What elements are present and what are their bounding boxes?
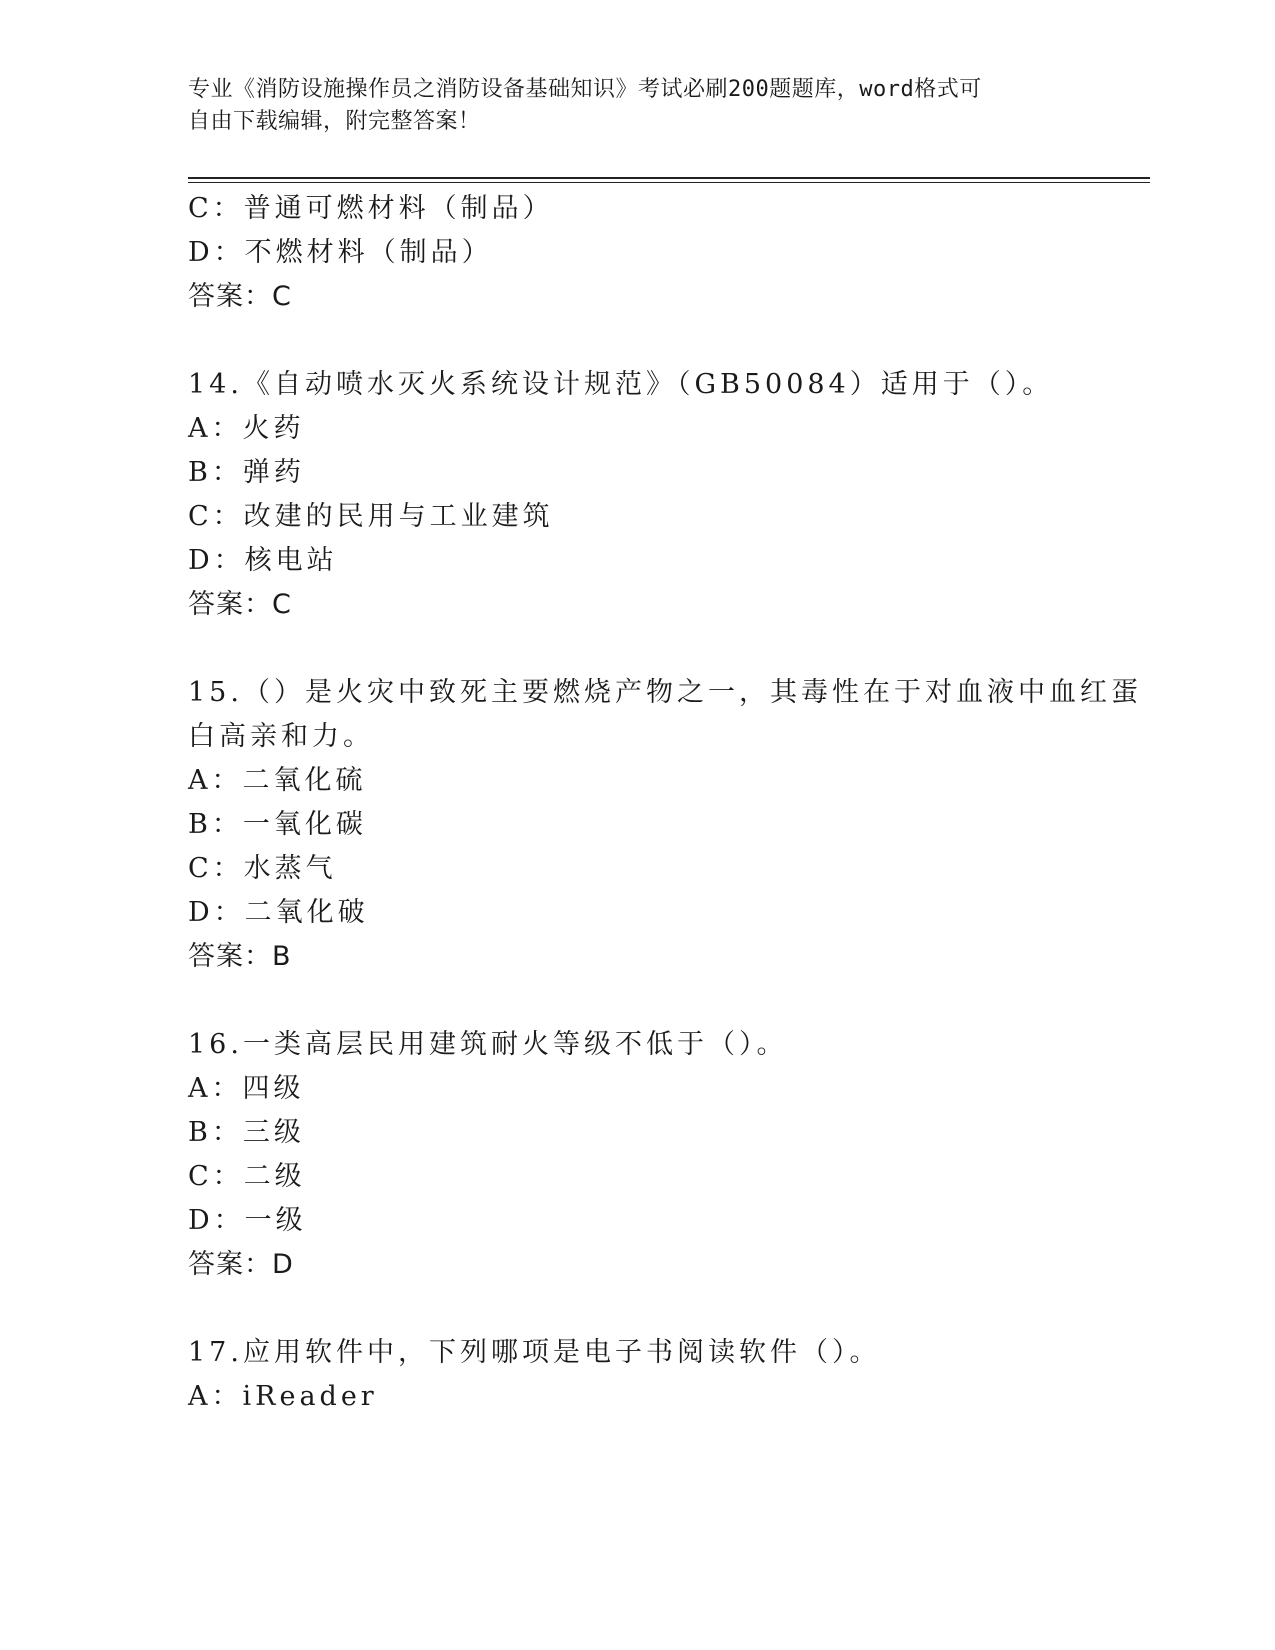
header-divider-thin <box>188 182 1150 183</box>
header-divider-thick <box>188 177 1150 179</box>
q14-option-d: D：核电站 <box>188 545 338 576</box>
q13-option-c: C：普通可燃材料（制品） <box>188 193 554 224</box>
q14-stem: 14.《自动喷水灭火系统设计规范》（GB50084）适用于（）。 <box>188 369 1054 400</box>
q15-option-b: B：一氧化碳 <box>188 809 367 840</box>
q16-answer: 答案：D <box>188 1249 294 1280</box>
q13-option-d: D：不燃材料（制品） <box>188 237 493 268</box>
q13-answer: 答案：C <box>188 281 292 312</box>
q15-option-c: C：水蒸气 <box>188 853 337 884</box>
q16-option-d: D：一级 <box>188 1205 307 1236</box>
q16-option-c: C：二级 <box>188 1161 306 1192</box>
header-title-line-2: 自由下载编辑，附完整答案！ <box>188 109 481 134</box>
q15-answer: 答案：B <box>188 941 292 972</box>
q17-stem: 17.应用软件中，下列哪项是电子书阅读软件（）。 <box>188 1337 881 1368</box>
q14-option-b: B：弹药 <box>188 457 305 488</box>
q16-option-a: A：四级 <box>188 1073 305 1104</box>
q16-option-b: B：三级 <box>188 1117 305 1148</box>
q14-option-c: C：改建的民用与工业建筑 <box>188 501 554 532</box>
q16-stem: 16.一类高层民用建筑耐火等级不低于（）。 <box>188 1029 788 1060</box>
q15-option-a: A：二氧化硫 <box>188 765 367 796</box>
q15-stem-line-1: 15.（）是火灾中致死主要燃烧产物之一，其毒性在于对血液中血红蛋 <box>188 677 1142 708</box>
document-header <box>188 74 1088 138</box>
header-title-line-1: 专业《消防设施操作员之消防设备基础知识》考试必刷200题题库，word格式可 <box>188 77 982 102</box>
q15-stem-line-2: 白高亲和力。 <box>188 721 374 752</box>
q15-option-d: D：二氧化破 <box>188 897 369 928</box>
q14-option-a: A：火药 <box>188 413 305 444</box>
q14-answer: 答案：C <box>188 589 292 620</box>
q17-option-a: A：iReader <box>188 1381 378 1412</box>
